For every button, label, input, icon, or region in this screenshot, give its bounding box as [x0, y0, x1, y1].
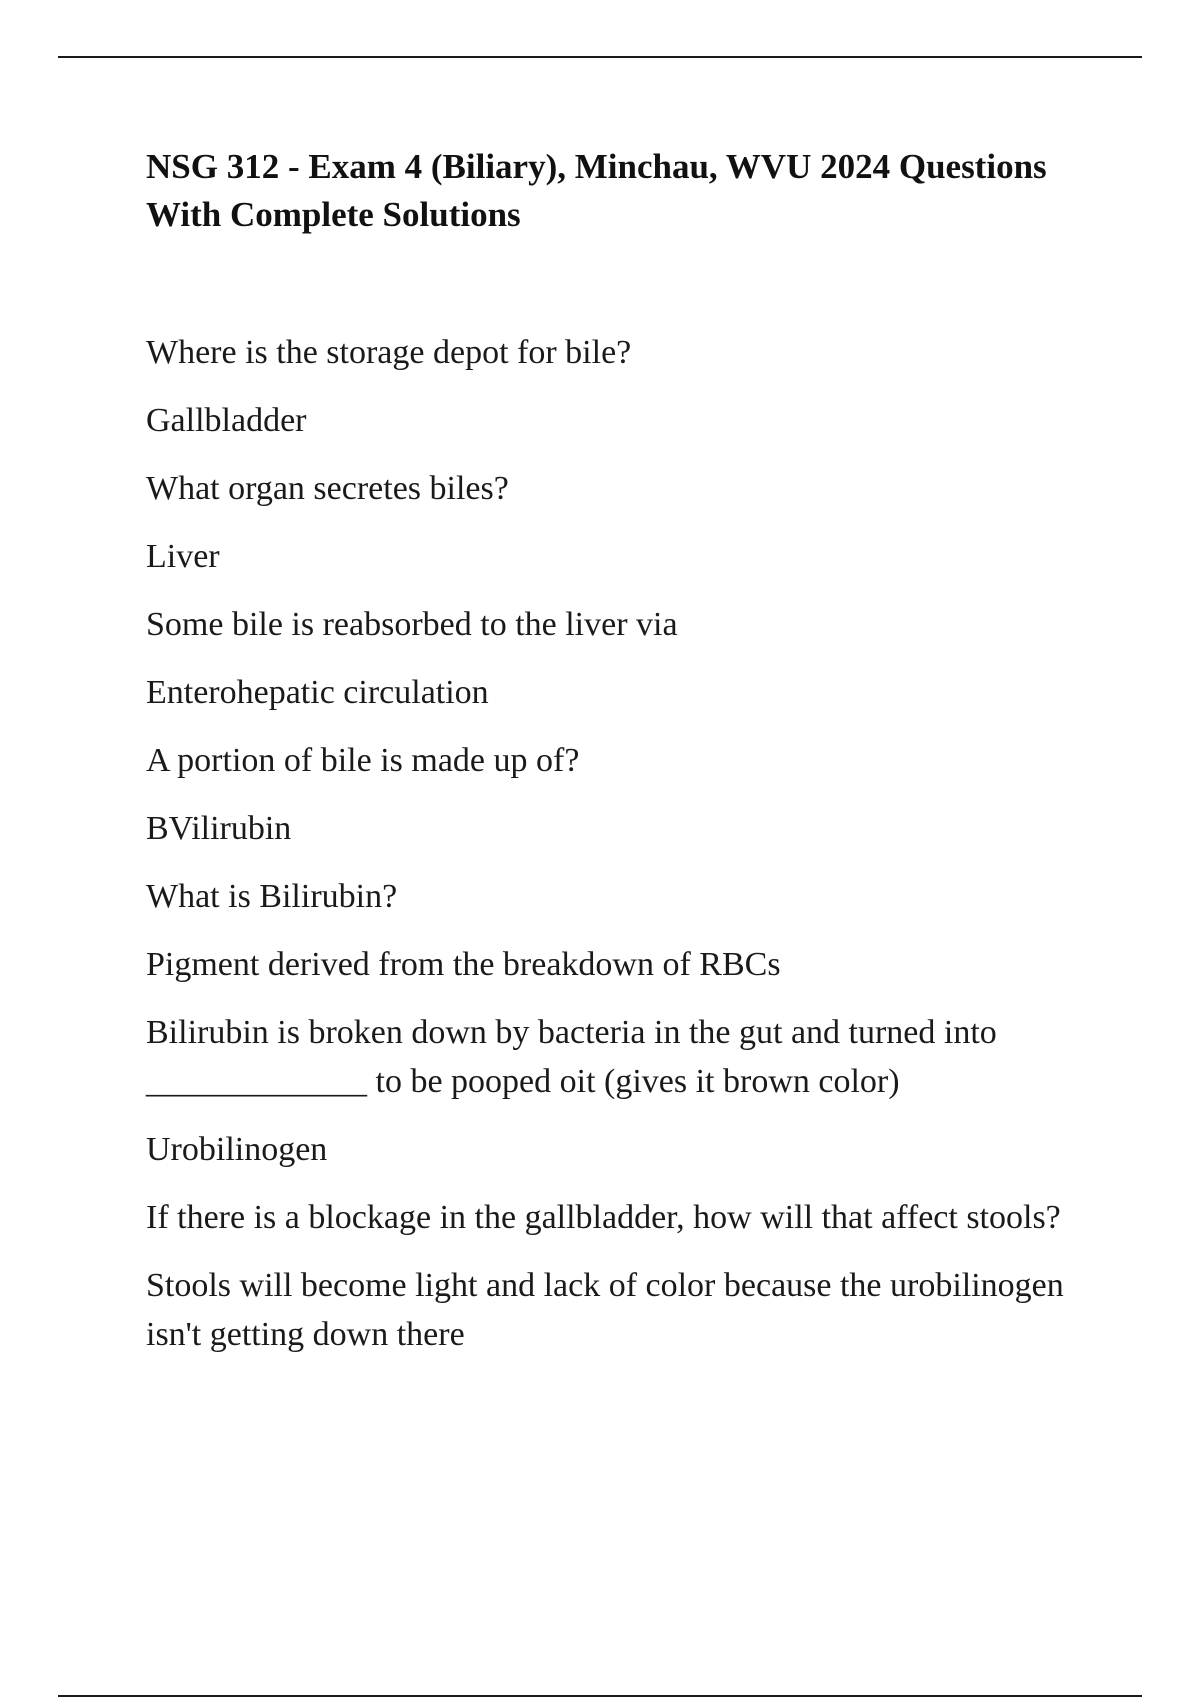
bottom-rule	[58, 1695, 1142, 1697]
answer-5: Pigment derived from the breakdown of RBCs	[146, 946, 781, 983]
qa-list	[146, 328, 1106, 1378]
answer-2: Liver	[146, 538, 220, 575]
answer-3: Enterohepatic circulation	[146, 674, 489, 711]
question-3: Some bile is reabsorbed to the liver via	[146, 606, 678, 643]
question-6: Bilirubin is broken down by bacteria in the gut and turned into _____________ to be pooped oit (gives it brown color)	[146, 1014, 997, 1100]
question-5: What is Bilirubin?	[146, 878, 398, 915]
question-4: A portion of bile is made up of?	[146, 742, 580, 779]
answer-7: Stools will become light and lack of color because the urobilinogen isn't getting down there	[146, 1267, 1064, 1353]
top-rule	[58, 56, 1142, 58]
question-1: Where is the storage depot for bile?	[146, 334, 632, 371]
document-title: NSG 312 - Exam 4 (Biliary), Minchau, WVU 2024 Questions With Complete Solutions	[146, 147, 1047, 234]
question-2: What organ secretes biles?	[146, 470, 509, 507]
answer-1: Gallbladder	[146, 402, 307, 439]
answer-4: BVilirubin	[146, 810, 292, 847]
question-7: If there is a blockage in the gallbladder, how will that affect stools?	[146, 1199, 1061, 1236]
answer-6: Urobilinogen	[146, 1131, 328, 1168]
